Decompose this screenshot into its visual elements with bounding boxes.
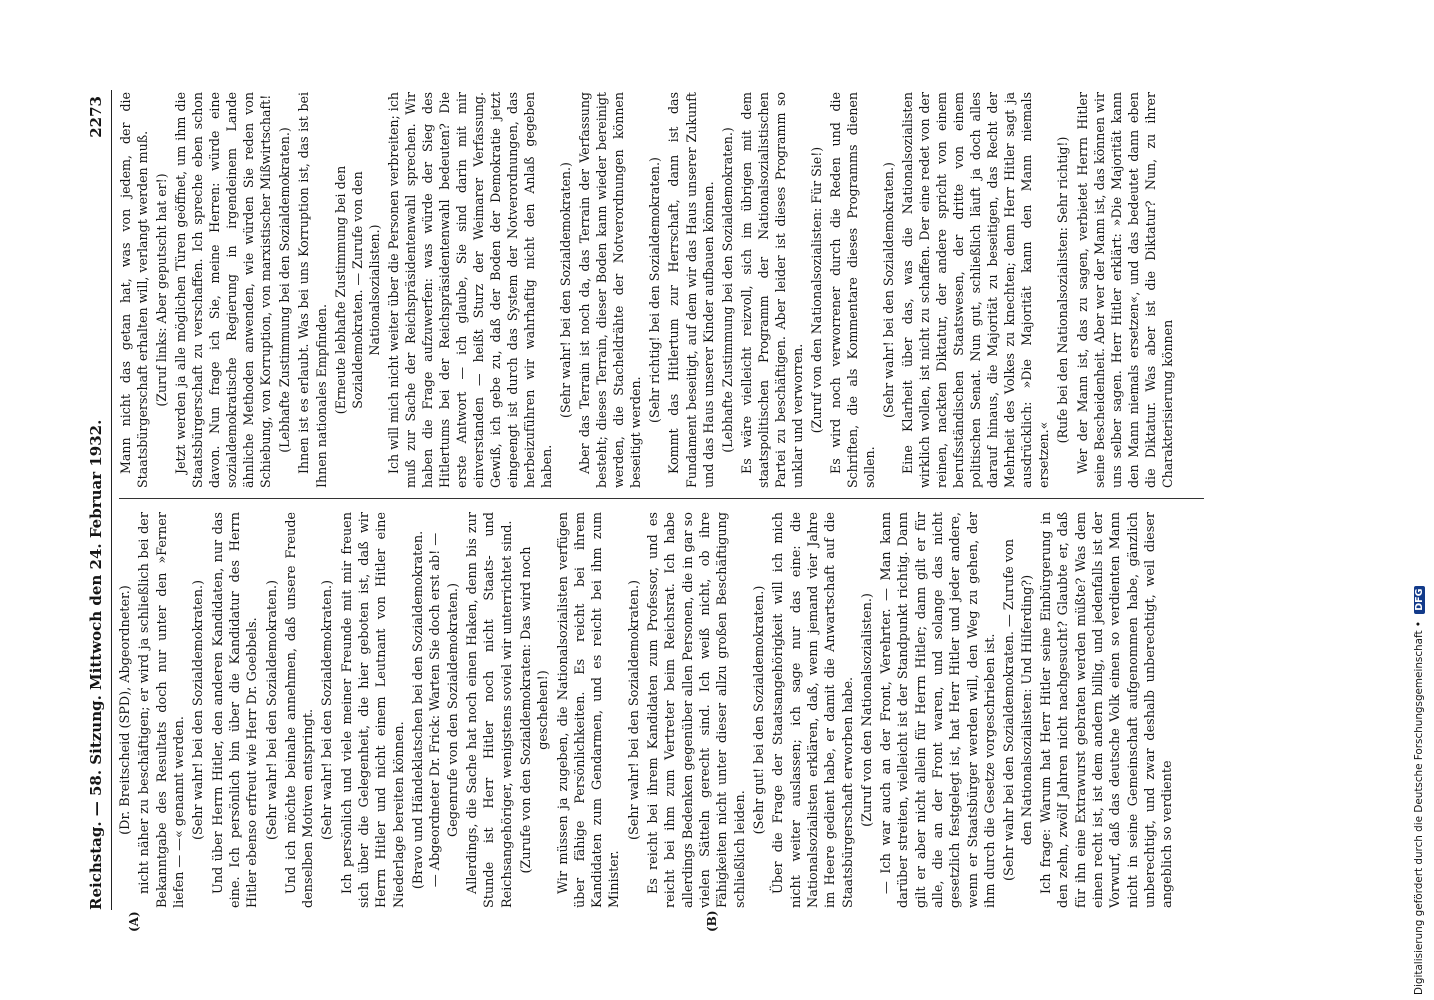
interjection: (Dr. Breitscheid (SPD), Abgeordneter.) [118, 585, 133, 835]
margin-marker-b: (B) [705, 910, 719, 932]
interjection: (Sehr gut! bei den Sozialdemokraten.) [751, 585, 767, 835]
left-text-column [117, 512, 1178, 908]
margin-marker-a: (A) [127, 911, 141, 932]
interjection: (Lebhafte Zustimmung bei den Sozialdemokraten.) [719, 127, 735, 453]
interjection: (Lebhafte Zustimmung bei den Sozialdemokraten.) [277, 127, 293, 453]
page-number: 2273 [87, 96, 105, 138]
page-header [85, 90, 111, 910]
speech-paragraph: Und über Herrn Hitler, den anderen Kandidaten, nur das eine. Ich persönlich bin über die Kandidatur des Herrn Hitler ebenso erfreut wie Herr Dr. Goebbels. [210, 512, 261, 908]
speech-paragraph: Es wäre vielleicht reizvoll, sich im übrigen mit dem staatspolitischen Programm der Nationalsozialistischen Partei zu beschäftigen. Aber leider ist dieses Programm so unklar und verworren. [738, 92, 805, 488]
speech-paragraph: nicht näher zu beschäftigen; er wird ja schließlich bei der Bekanntgabe des Resultats doch nur unter den »Ferner liefen — —« genannt werden. [137, 512, 187, 908]
interjection: (Erneute lebhafte Zustimmung bei den Sozialdemokraten. — Zurufe von den Nationalsozialisten.) [332, 165, 382, 415]
speech-paragraph: Ich persönlich und viele meiner Freunde mit mir freuen sich über die Gelegenheit, die hier geboten ist, daß wir Herrn Hitler und nicht einem Leutnant von Hitler eine Niederlage bereiten können. [339, 512, 407, 908]
interjection: (Sehr richtig! bei den Sozialdemokraten.) [647, 157, 663, 423]
interjection: (Sehr wahr! bei den Sozialdemokraten.) [191, 579, 207, 841]
speech-paragraph: Kommt das Hitlertum zur Herrschaft, dann ist das Fundament beseitigt, auf dem wir das Haus unserer Zukunft und das Haus unserer Kinder aufbauen können. [666, 92, 716, 488]
interjection: (Zuruf von den Nationalsozialisten.) [859, 593, 875, 827]
speech-paragraph: Es wird noch verworrener durch die Reden und die Schriften, die als Kommentare dieses Programms dienen sollen. [827, 92, 877, 488]
header-title: Reichstag. — 58. Sitzung. Mittwoch den 24. Februar 1932. [87, 419, 105, 910]
interjection: (Sehr wahr! bei den Sozialdemokraten.) [558, 162, 574, 418]
interjection: (Zuruf links: Aber geputscht hat er!) [154, 173, 170, 407]
interjection: (Bravo und Händeklatschen bei den Sozialdemokraten. — Abgeordneter Dr. Frick: Warten Sie doch erst ab! — Gegenrufe von den Sozialdemokraten.) [411, 530, 461, 890]
interjection: (Sehr wahr! bei den Sozialdemokraten.) [881, 162, 897, 418]
speech-paragraph: Allerdings, die Sache hat noch einen Haken, denn bis zur Stunde ist Herr Hitler noch nicht Staats- und Reichsangehöriger, wenigstens soviel wir unterrichtet sind. [464, 512, 515, 908]
interjection: (Sehr wahr! bei den Sozialdemokraten.) [320, 579, 336, 841]
speech-paragraph: Und ich möchte beinahe annehmen, daß unsere Freude denselben Motiven entspringt. [283, 512, 317, 908]
dfg-credit [1413, 5, 1425, 995]
interjection: (Rufe bei den Nationalsozialisten: Sehr richtig!) [1055, 136, 1071, 444]
header-rule [111, 90, 112, 910]
speech-paragraph: Ich will mich nicht weiter über die Personen verbreiten; ich muß zur Sache der Reichspräsidentenwahl sprechen. Wir haben die Frage aufzuwerfen: was würde der Sieg des Hitlertums bei der Reichspräsidentenwahl bedeuten? Die erste Antwort — ich glaube, Sie sind darin mit mir einverstanden — heißt Sturz der Weimarer Verfassung. Gewiß, ich gebe zu, daß der Boden der Demokratie jetzt eingeengt ist durch das System der Notverordnungen, das herbeizuführen wir wahrhaftig nicht den Anlaß gegeben haben. [385, 92, 555, 488]
interjection: (Sehr wahr! bei den Sozialdemokraten.) [626, 579, 642, 841]
speech-paragraph: Wir müssen ja zugeben, die Nationalsozialisten verfügen über fähige Persönlichkeiten. Es reicht bei ihrem Kandidaten zum Gendarmen, und es reicht bei ihm zum Minister. [555, 512, 623, 908]
interjection: (Sehr wahr bei den Sozialdemokraten. — Zurufe von den Nationalsozialisten: Und Hilferding?) [1002, 539, 1035, 881]
interjection: (Zuruf von den Nationalsozialisten: Für Sie!) [808, 146, 824, 434]
speech-paragraph: Eine Klarheit über das, was die Nationalsozialisten wirklich wollen, ist nicht zu schaffen. Der eine redet von der reinen, nackten Diktatur, der andere spricht von einem berufsständischen Staatswesen, der dritte von einem politischen Senat. Nun gut, schließlich läuft ja doch alles darauf hinaus, die Majorität zu beseitigen, das Recht der Mehrheit des Volkes zu knechten; denn Herr Hitler sagt ja ausdrücklich: »Die Majorität kann den Mann niemals ersetzen.« [900, 92, 1052, 488]
speech-paragraph: Aber das Terrain ist noch da, das Terrain der Verfassung besteht; dieses Terrain, dieser Boden kann wieder bereinigt werden, die Stacheldrähte der Notverordnungen können beseitigt werden. [577, 92, 644, 488]
speech-paragraph: Ihnen ist es erlaubt. Was bei uns Korruption ist, das ist bei Ihnen nationales Empfinden. [296, 92, 329, 488]
interjection: (Sehr wahr! bei den Sozialdemokraten.) [264, 579, 280, 841]
speech-paragraph: Über die Frage der Staatsangehörigkeit will ich mich nicht weiter auslassen; ich sage nur das eine: die Nationalsozialisten erklären, daß, wenn jemand vier Jahre im Heere gedient habe, er damit die Anwartschaft auf die Staatsbürgerschaft erworben habe. [771, 512, 856, 908]
speech-paragraph: Es reicht bei ihrem Kandidaten zum Professor, und es reicht bei ihm zum Vertreter beim Reichsrat. Ich habe allerdings Bedenken gegenüber allen Personen, die in gar so vielen Sätteln gerecht sind. Ich weiß nicht, ob ihre Fähigkeiten nicht unter dieser allzu großen Beschäftigung schließlich leiden. [646, 512, 748, 908]
speech-paragraph: Jetzt werden ja alle möglichen Türen geöffnet, um ihm die Staatsbürgerschaft zu verschaffen. Ich spreche eben schon davon. Nun frage ich Sie, meine Herren: würde eine sozialdemokratische Regierung in irgendeinem Lande ähnliche Methoden anwenden, wie würden Sie reden von Schiebung, von Korruption, von marxistischer Mißwirtschaft! [173, 92, 274, 488]
dfg-logo: DFG [1414, 586, 1425, 614]
right-text-column [117, 92, 1178, 488]
column-divider [119, 498, 1204, 499]
speech-paragraph: Wer der Mann ist, das zu sagen, verbietet Herrn Hitler seine Bescheidenheit. Aber wer der Mann ist, das können wir uns selber sagen. Herr Hitler erklärt: »Die Majorität kann den Mann niemals ersetzen«, und das bedeutet dann eben die Diktatur. Was aber ist die Diktatur? Nun, zu ihrer Charakterisierung können [1074, 92, 1175, 488]
interjection: (Zurufe von den Sozialdemokraten: Das wird noch geschehen!) [518, 546, 552, 874]
speech-paragraph: Mann nicht das getan hat, was von jedem, der die Staatsbürgerschaft erhalten will, verlangt werden muß. [118, 92, 151, 488]
newspaper-page [85, 90, 1210, 932]
speech-paragraph: — Ich war auch an der Front, Verehrter. — Man kann darüber streiten, vielleicht ist der Standpunkt richtig. Dann gilt er aber nicht allein für Herrn Hitler; dann gilt er für alle, die an der Front waren, und solange das nicht gesetzlich festgelegt ist, hat Herr Hitler und jeder andere, wenn er Staatsbürger werden will, den Weg zu gehen, der ihm durch die Gesetze vorgeschrieben ist. [879, 512, 998, 908]
speech-paragraph: Ich frage: Warum hat Herr Hitler seine Einbürgerung in den zehn, zwölf Jahren nicht nachgesucht? Glaubte er, daß für ihn eine Extrawurst gebraten werden müßte? Was dem einen recht ist, ist dem andern billig, und jedenfalls ist der Vorwurf, daß das deutsche Volk einen so verdienten Mann nicht in seine Gemeinschaft aufgenommen habe, gänzlich unberechtigt, und zwar deshalb unberechtigt, weil dieser angeblich so verdiente [1038, 512, 1176, 908]
credit-text: Digitalisierung gefördert durch die Deutsche Forschungsgemeinschaft • [1413, 621, 1425, 995]
